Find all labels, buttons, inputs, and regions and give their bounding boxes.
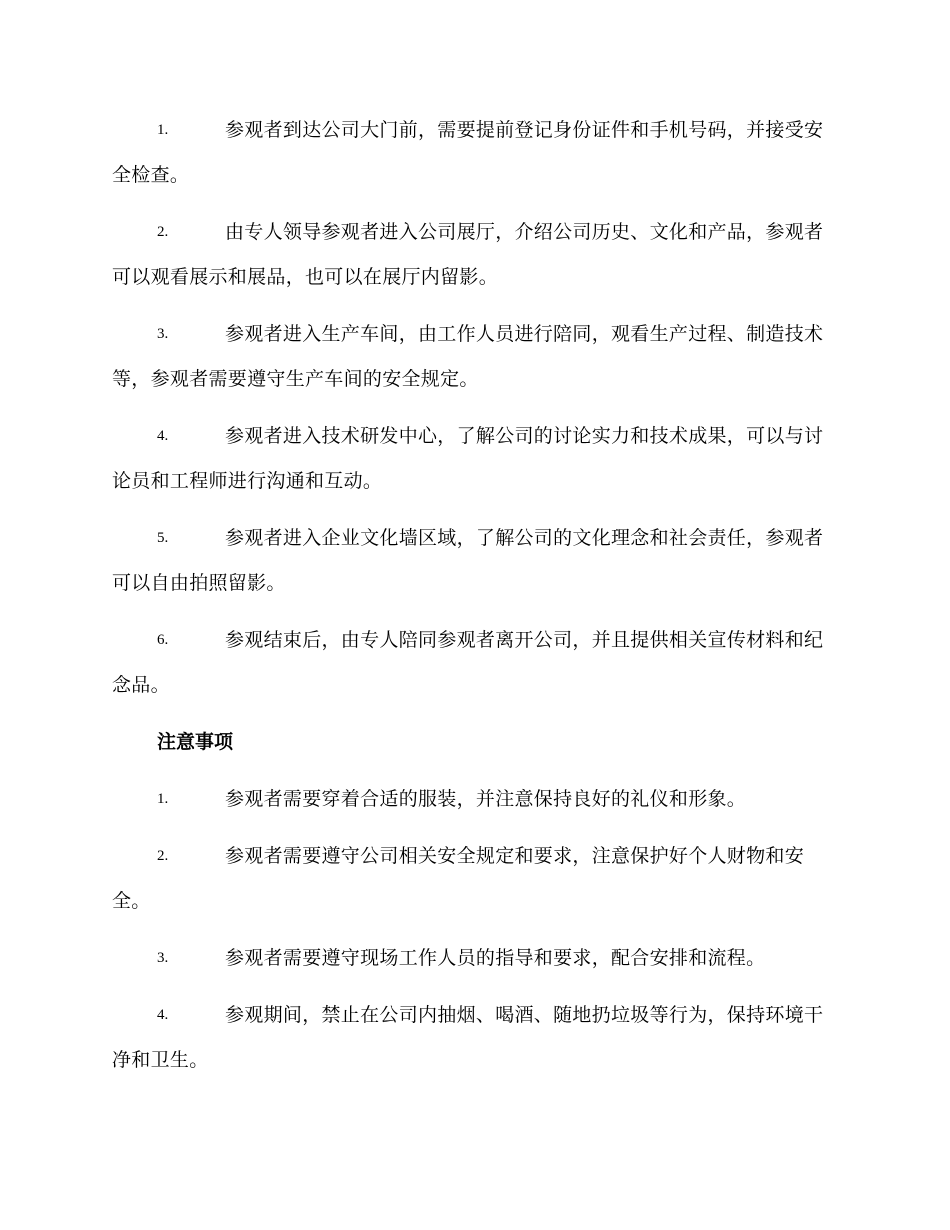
document-body: [112, 108, 834, 1095]
list-item-text: 参观者到达公司大门前，需要提前登记身份证件和手机号码，并接受安全检查。: [112, 119, 824, 186]
list-item-number: 4.: [157, 428, 169, 444]
note-item-text: 参观者需要穿着合适的服装，并注意保持良好的礼仪和形象。: [225, 788, 747, 810]
list-item-number: 6.: [157, 632, 169, 648]
note-item-number: 4.: [157, 1007, 169, 1023]
note-item: [112, 993, 834, 1083]
list-item-text: 参观者进入企业文化墙区域，了解公司的文化理念和社会责任，参观者可以自由拍照留影。: [112, 527, 824, 594]
list-item: [112, 312, 834, 402]
list-item-text: 参观者进入生产车间，由工作人员进行陪同，观看生产过程、制造技术等，参观者需要遵守生产车间的安全规定。: [112, 323, 824, 390]
section-heading-notes: 注意事项: [157, 731, 234, 753]
note-item-text: 参观者需要遵守公司相关安全规定和要求，注意保护好个人财物和安全。: [112, 845, 805, 912]
note-item-number: 1.: [157, 791, 169, 807]
note-item-text: 参观期间，禁止在公司内抽烟、喝酒、随地扔垃圾等行为，保持环境干净和卫生。: [112, 1004, 824, 1071]
note-item-number: 2.: [157, 848, 169, 864]
note-item-number: 3.: [157, 950, 169, 966]
list-item-number: 1.: [157, 122, 169, 138]
list-item: [112, 414, 834, 504]
list-item-number: 5.: [157, 530, 169, 546]
list-item: [112, 516, 834, 606]
list-item-number: 2.: [157, 224, 169, 240]
note-item: [112, 777, 834, 822]
list-item-number: 3.: [157, 326, 169, 342]
list-item: [112, 210, 834, 300]
note-item: [112, 936, 834, 981]
note-item-text: 参观者需要遵守现场工作人员的指导和要求，配合安排和流程。: [225, 947, 766, 969]
list-item-text: 由专人领导参观者进入公司展厅，介绍公司历史、文化和产品，参观者可以观看展示和展品，也可以在展厅内留影。: [112, 221, 824, 288]
note-item: [112, 834, 834, 924]
list-item-text: 参观结束后，由专人陪同参观者离开公司，并且提供相关宣传材料和纪念品。: [112, 629, 824, 696]
list-item: [112, 108, 834, 198]
list-item-text: 参观者进入技术研发中心，了解公司的讨论实力和技术成果，可以与讨论员和工程师进行沟通和互动。: [112, 425, 824, 492]
list-item: [112, 618, 834, 708]
